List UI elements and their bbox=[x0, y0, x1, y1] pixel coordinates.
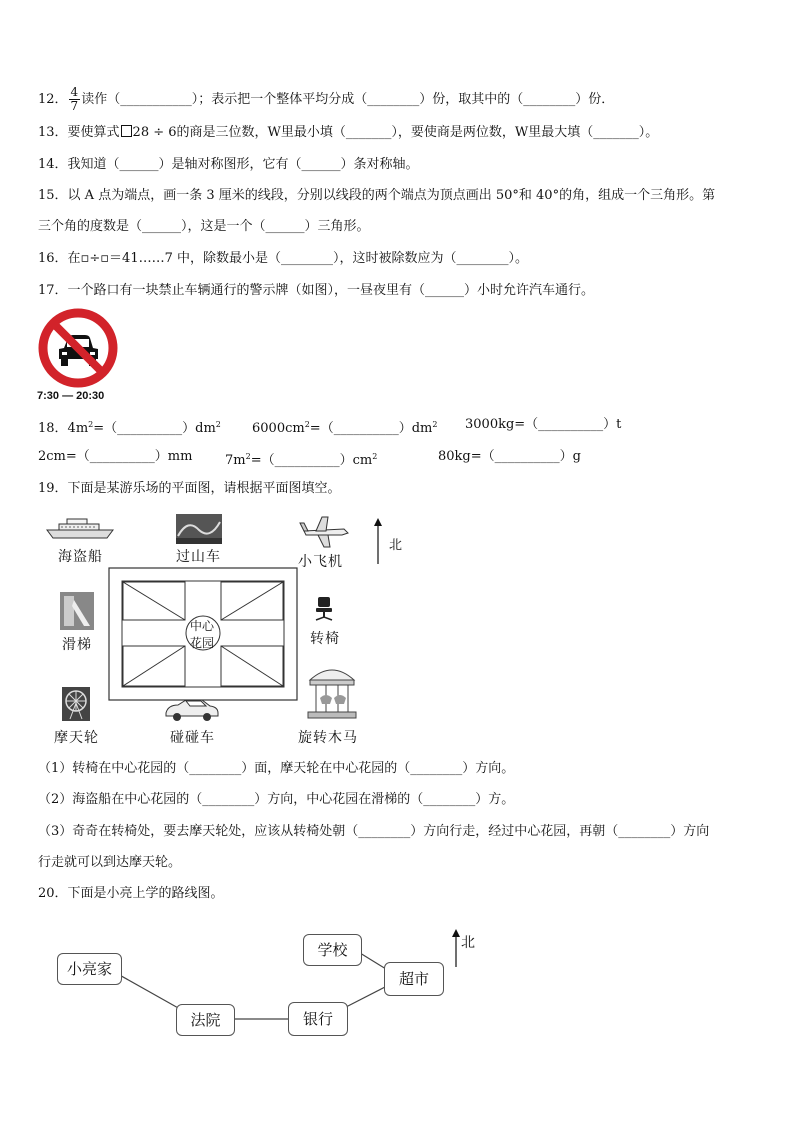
q18-a: 6000cm bbox=[252, 421, 305, 436]
bumper-car-icon bbox=[164, 697, 220, 723]
question-19-title: 19．下面是某游乐场的平面图，请根据平面图填空。 bbox=[38, 481, 341, 496]
carousel-icon bbox=[306, 664, 358, 722]
question-20-title: 20．下面是小亮上学的路线图。 bbox=[38, 886, 224, 901]
center-garden-label-2: 花园 bbox=[190, 636, 215, 650]
roller-coaster-label: 过山车 bbox=[176, 549, 221, 565]
q13-text-b: 28 ÷ 6的商是三位数，W里最小填（_______），要使商是两位数，W里最大填（_______）。 bbox=[132, 125, 659, 140]
q18-sup2: 2 bbox=[215, 420, 221, 429]
sign-time-label: 7:30 — 20:30 bbox=[37, 390, 105, 402]
swivel-chair-label: 转椅 bbox=[310, 631, 340, 647]
question-16: 16．在▫÷▫＝41……7 中，除数最小是（________），这时被除数应为（________）。 bbox=[38, 251, 529, 266]
roller-coaster-icon bbox=[176, 514, 222, 544]
question-17: 17．一个路口有一块禁止车辆通行的警示牌（如图），一昼夜里有（______）小时允许汽车通行。 bbox=[38, 283, 595, 298]
pirate-ship-icon bbox=[45, 516, 115, 542]
slide-icon bbox=[60, 592, 94, 630]
q18-item-2 bbox=[252, 416, 437, 438]
question-15-line2: 三个角的度数是（______），这是一个（______）三角形。 bbox=[38, 219, 370, 234]
q18-sup: 2 bbox=[245, 452, 251, 461]
q18-sup2: 2 bbox=[432, 420, 438, 429]
q18-a: 80kg=（__________）g bbox=[438, 449, 581, 464]
q19-sub2: （2）海盗船在中心花园的（________）方向，中心花园在滑梯的（________）方。 bbox=[38, 792, 515, 807]
q18-item-6 bbox=[438, 448, 581, 466]
q12-text: 读作（___________）；表示把一个整体平均分成（________）份，取其中的（________）份． bbox=[81, 92, 615, 107]
q18-item-3 bbox=[465, 416, 621, 434]
q19-sub3-line1: （3）奇奇在转椅处，要去摩天轮处，应该从转椅处朝（________）方向行走，经过中心花园，再朝（________）方向 bbox=[38, 824, 710, 839]
q12-number: 12． bbox=[38, 92, 68, 107]
route-north-label: 北 bbox=[461, 935, 476, 951]
question-12 bbox=[38, 86, 614, 113]
question-15-line1: 15．以 A 点为端点，画一条 3 厘米的线段，分别以线段的两个端点为顶点画出 50°和 40°的角，组成一个三角形。第 bbox=[38, 188, 716, 203]
question-13 bbox=[38, 124, 658, 142]
center-garden-label-1: 中心 bbox=[190, 619, 215, 633]
fraction-denominator: 7 bbox=[70, 99, 79, 113]
q18-item-4 bbox=[38, 448, 192, 466]
q18-a: 2cm=（__________）mm bbox=[38, 449, 193, 464]
q18-b: =（__________）dm bbox=[93, 421, 216, 436]
q18-sup: 2 bbox=[88, 420, 94, 429]
question-14: 14．我知道（______）是轴对称图形，它有（______）条对称轴。 bbox=[38, 157, 419, 172]
q18-b: =（__________）cm bbox=[250, 453, 373, 468]
carousel-label: 旋转木马 bbox=[298, 730, 358, 746]
blank-square-icon bbox=[121, 125, 132, 137]
small-plane-icon bbox=[298, 513, 350, 549]
q18-item-1 bbox=[38, 416, 221, 438]
node-bank: 银行 bbox=[288, 1002, 348, 1036]
ferris-wheel-label: 摩天轮 bbox=[54, 730, 99, 746]
q18-a: 18．4m bbox=[38, 421, 89, 436]
node-school: 学校 bbox=[303, 934, 362, 966]
pirate-ship-label: 海盗船 bbox=[58, 549, 103, 565]
node-market: 超市 bbox=[384, 962, 444, 996]
q18-sup: 2 bbox=[304, 420, 310, 429]
q18-a: 3000kg=（__________）t bbox=[465, 417, 622, 432]
north-label: 北 bbox=[389, 538, 404, 553]
q13-text-a: 13．要使算式 bbox=[38, 125, 120, 140]
q18-sup2: 2 bbox=[372, 452, 378, 461]
q18-item-5 bbox=[225, 448, 377, 470]
node-court: 法院 bbox=[176, 1004, 235, 1036]
no-vehicles-sign-icon bbox=[37, 307, 119, 389]
q19-sub1: （1）转椅在中心花园的（________）面，摩天轮在中心花园的（________）方向。 bbox=[38, 761, 515, 776]
small-plane-label: 小飞机 bbox=[298, 554, 343, 570]
bumper-car-label: 碰碰车 bbox=[170, 730, 215, 746]
ferris-wheel-icon bbox=[62, 687, 90, 721]
node-home: 小亮家 bbox=[57, 953, 122, 985]
q18-b: =（__________）dm bbox=[309, 421, 433, 436]
fraction-4-7 bbox=[69, 86, 81, 113]
swivel-chair-icon bbox=[312, 596, 336, 622]
fraction-numerator: 4 bbox=[70, 85, 79, 99]
slide-label: 滑梯 bbox=[62, 637, 92, 653]
north-arrow-icon bbox=[372, 518, 384, 564]
q18-a: 7m bbox=[225, 453, 246, 468]
q19-sub3-line2: 行走就可以到达摩天轮。 bbox=[38, 855, 182, 870]
